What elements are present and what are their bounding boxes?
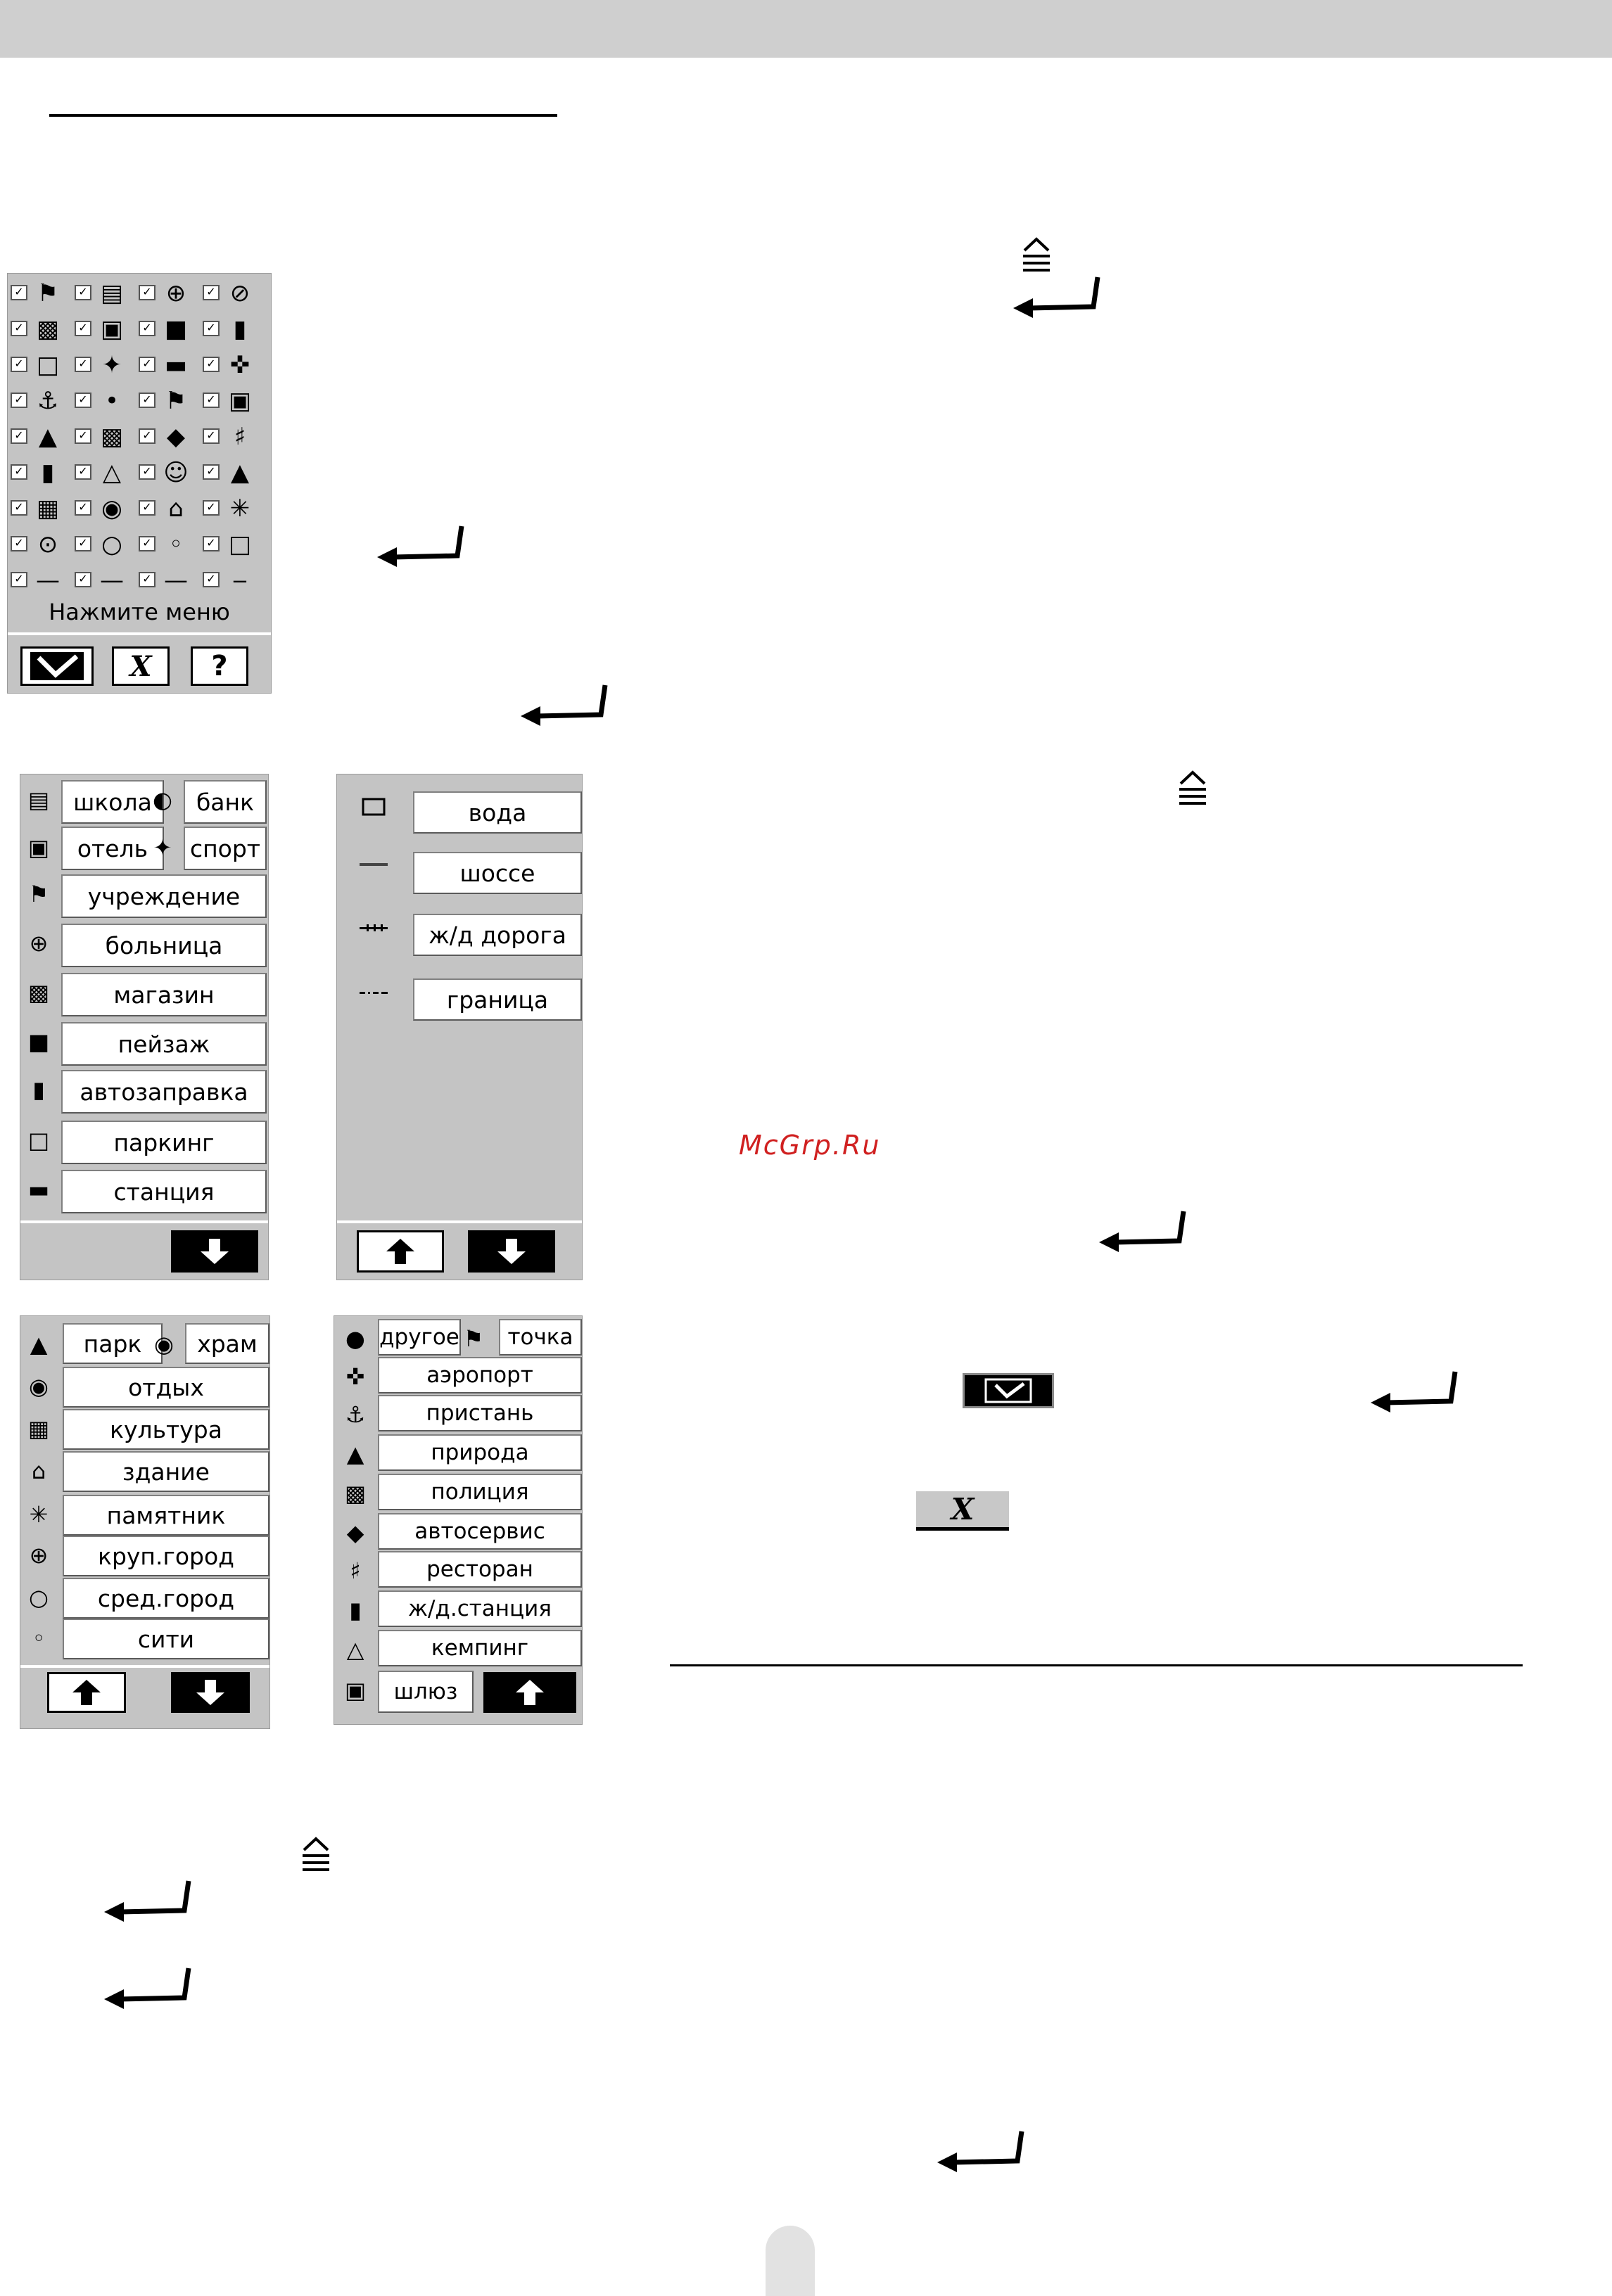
list-item-building[interactable]: здание <box>63 1451 269 1492</box>
shop-icon: ▩ <box>36 315 60 343</box>
runner-icon: ✦ <box>153 834 172 861</box>
filter-cell-lock[interactable] <box>203 384 265 418</box>
train-icon: ▮ <box>41 459 55 487</box>
scroll-up-button[interactable] <box>483 1672 576 1713</box>
checkbox[interactable]: ✓ <box>75 285 91 300</box>
list-item-hotel[interactable]: отель <box>61 827 164 870</box>
mid-city-icon: ○ <box>29 1584 49 1611</box>
arrow-up-icon <box>383 1237 418 1265</box>
filter-cell-square[interactable] <box>203 528 265 561</box>
dash-icon <box>360 978 388 1007</box>
list-item-pier[interactable]: пристань <box>378 1395 582 1431</box>
checkbox[interactable]: ✓ <box>203 357 220 372</box>
checkbox[interactable]: ✓ <box>75 536 91 551</box>
list-item-hospital[interactable]: больница <box>61 924 267 967</box>
filter-cell-plane[interactable] <box>203 348 265 382</box>
rail-icon <box>360 914 388 942</box>
globe-icon: ◉ <box>101 495 122 523</box>
list-item-parking[interactable]: паркинг <box>61 1121 267 1164</box>
checkbox[interactable]: ✓ <box>11 464 27 480</box>
city-icon: ◦ <box>168 530 184 559</box>
arrow-up-icon <box>69 1678 104 1707</box>
checkbox[interactable]: ✓ <box>75 428 91 444</box>
enter-key-icon <box>103 1878 194 1927</box>
menu-icon <box>298 1836 334 1878</box>
lock-icon: ▣ <box>228 387 252 415</box>
checkbox[interactable]: ✓ <box>11 572 27 587</box>
scroll-down-button[interactable] <box>171 1230 258 1273</box>
checkbox[interactable]: ✓ <box>139 428 156 444</box>
filter-cell-police[interactable] <box>75 420 137 454</box>
list-item-railway[interactable]: ж/д дорога <box>413 914 582 956</box>
checkbox[interactable]: ✓ <box>75 321 91 336</box>
parking-icon: □ <box>27 1127 50 1154</box>
checkbox[interactable]: ✓ <box>139 536 156 551</box>
anchor-icon: ⚓ <box>37 387 59 415</box>
line-icon: — <box>100 566 124 594</box>
restaurant-icon: ♯ <box>234 423 246 451</box>
culture-icon: ▦ <box>27 1415 50 1442</box>
checkbox[interactable]: ✓ <box>203 393 220 408</box>
list-item-train-station[interactable]: ж/д.станция <box>378 1590 582 1627</box>
book-icon: ▤ <box>27 786 50 813</box>
line-icon: — <box>36 566 60 594</box>
filter-cell-tree[interactable] <box>11 420 72 454</box>
list-item-monument[interactable]: памятник <box>63 1495 269 1536</box>
checkbox[interactable]: ✓ <box>203 285 220 300</box>
checkbox[interactable]: ✓ <box>203 536 220 551</box>
fuel-icon: ▮ <box>233 315 247 343</box>
category-list-panel-2 <box>336 774 583 1280</box>
filter-cell-car-service[interactable] <box>139 420 201 454</box>
car-service-icon: ◆ <box>166 423 186 451</box>
checkbox[interactable]: ✓ <box>139 464 156 480</box>
plane-icon: ✜ <box>229 351 250 379</box>
checkbox[interactable]: ✓ <box>11 428 27 444</box>
arrow-up-icon <box>512 1678 547 1707</box>
list-item-police[interactable]: полиция <box>378 1474 582 1510</box>
watermark: McGrp.Ru <box>739 1130 881 1161</box>
checkbox[interactable]: ✓ <box>75 464 91 480</box>
dot-icon: • <box>104 387 120 415</box>
filter-cell-flag[interactable] <box>11 276 72 310</box>
list-item-station[interactable]: станция <box>61 1170 267 1213</box>
filter-cell-train[interactable] <box>11 456 72 490</box>
arrow-down-icon <box>494 1237 529 1265</box>
page-header-bar <box>0 0 1612 58</box>
lock-icon: ▣ <box>344 1677 367 1704</box>
filter-cell-shop[interactable] <box>11 312 72 346</box>
filter-cell-camp[interactable] <box>75 456 137 490</box>
mid-city-icon: ○ <box>101 530 122 559</box>
anchor-icon: ⚓ <box>345 1401 366 1428</box>
list-item-shop[interactable]: магазин <box>61 973 267 1016</box>
checkbox[interactable]: ✓ <box>11 393 27 408</box>
scroll-up-button[interactable] <box>357 1230 444 1273</box>
filter-cell-bank[interactable] <box>139 492 201 525</box>
menu-icon <box>1019 236 1054 279</box>
filter-cell-restaurant[interactable] <box>203 420 265 454</box>
category-list-panel-1 <box>20 774 269 1280</box>
scroll-down-button[interactable] <box>171 1672 250 1713</box>
shop-icon: ▩ <box>27 979 50 1006</box>
checkbox[interactable]: ✓ <box>203 572 220 587</box>
checkbox[interactable]: ✓ <box>203 500 220 516</box>
filter-cell-camera[interactable] <box>139 312 201 346</box>
checkbox[interactable]: ✓ <box>11 500 27 516</box>
enter-key-icon <box>1369 1369 1461 1418</box>
dash-line-icon: ‒ <box>232 566 248 594</box>
list-item-other[interactable]: другое <box>378 1319 461 1356</box>
police-icon: ▩ <box>344 1480 367 1507</box>
section-title-underline <box>49 114 557 117</box>
filter-cell-hotel[interactable] <box>75 312 137 346</box>
filter-cell-hospital[interactable] <box>139 276 201 310</box>
camp-icon: △ <box>346 1636 364 1663</box>
section-divider <box>670 1664 1523 1666</box>
checkbox[interactable]: ✓ <box>11 357 27 372</box>
confirm-button[interactable] <box>20 646 94 686</box>
filter-cell-tower[interactable] <box>139 384 201 418</box>
enter-key-icon <box>936 2129 1027 2178</box>
square-icon <box>360 793 388 821</box>
big-city-icon: ⊙ <box>37 530 58 559</box>
filter-cell-face[interactable] <box>139 456 201 490</box>
nature-icon: ▲ <box>346 1441 364 1467</box>
list-item-landscape[interactable]: пейзаж <box>61 1022 267 1066</box>
arrow-down-icon <box>193 1678 228 1707</box>
checkbox[interactable]: ✓ <box>139 321 156 336</box>
list-item-city[interactable]: сити <box>63 1619 269 1659</box>
point-icon: ⚑ <box>463 1325 484 1352</box>
rest-icon: ◉ <box>29 1373 49 1400</box>
filter-cell-city[interactable] <box>139 528 201 561</box>
temple-icon: ▲ <box>230 459 250 487</box>
checkmark-icon <box>965 1375 1052 1406</box>
divider <box>337 1220 582 1223</box>
filter-cell-runner[interactable] <box>75 348 137 382</box>
list-item-big-city[interactable]: круп.город <box>63 1536 269 1576</box>
train-icon: ▮ <box>349 1597 362 1624</box>
filter-cell-line[interactable] <box>75 563 137 597</box>
checkbox[interactable]: ✓ <box>139 357 156 372</box>
hotel-icon: ▣ <box>100 315 124 343</box>
tree-icon: ▲ <box>30 1331 48 1358</box>
restaurant-icon: ♯ <box>350 1557 361 1584</box>
list-item-border[interactable]: граница <box>413 978 582 1021</box>
square-icon: □ <box>228 530 252 559</box>
list-item-point[interactable]: точка <box>499 1319 582 1356</box>
filter-cell-parking[interactable] <box>11 348 72 382</box>
filter-cell-no-sign[interactable] <box>203 276 265 310</box>
list-item-water[interactable]: вода <box>413 791 582 834</box>
car-service-icon: ◆ <box>346 1519 364 1546</box>
temple-icon: ◉ <box>154 1331 174 1358</box>
filter-cell-line[interactable] <box>11 563 72 597</box>
enter-key-icon <box>376 523 467 573</box>
car-icon: ▬ <box>164 351 188 379</box>
cancel-button-inline[interactable]: X <box>916 1491 1009 1531</box>
filter-cell-dot[interactable] <box>75 384 137 418</box>
list-item-lock[interactable]: шлюз <box>378 1671 474 1713</box>
list-item-school[interactable]: школа <box>61 780 164 824</box>
list-item-car-service[interactable]: автосервис <box>378 1513 582 1550</box>
checkbox[interactable]: ✓ <box>203 321 220 336</box>
no-sign-icon: ⊘ <box>229 279 250 307</box>
flag-icon: ⚑ <box>28 881 49 907</box>
face-icon: ☺ <box>163 459 189 487</box>
checkbox[interactable]: ✓ <box>203 464 220 480</box>
menu-icon <box>1175 770 1210 812</box>
checkbox[interactable]: ✓ <box>75 572 91 587</box>
building-icon: ▤ <box>100 279 124 307</box>
divider <box>8 632 271 635</box>
city-icon: ◦ <box>32 1625 46 1652</box>
filter-cell-temple[interactable] <box>203 456 265 490</box>
filter-cell-big-city[interactable] <box>11 528 72 561</box>
flag-icon: ⚑ <box>37 279 59 307</box>
filter-cell-car[interactable] <box>139 348 201 382</box>
checkbox[interactable]: ✓ <box>11 285 27 300</box>
icon-filter-panel <box>7 273 272 694</box>
hospital-icon: ⊕ <box>165 279 186 307</box>
hotel-icon: ▣ <box>27 834 50 861</box>
page-number-tab <box>766 2226 815 2296</box>
list-item-highway[interactable]: шоссе <box>413 852 582 894</box>
tower-icon: ⚑ <box>165 387 187 415</box>
hospital-icon: ⊕ <box>29 930 49 957</box>
filter-cell-anchor[interactable] <box>11 384 72 418</box>
filter-cell-dash-line[interactable] <box>203 563 265 597</box>
list-item-camping[interactable]: кемпинг <box>378 1630 582 1666</box>
enter-key-icon <box>103 1965 194 2015</box>
plane-icon: ✜ <box>345 1363 365 1390</box>
dot-icon: ● <box>345 1325 365 1352</box>
filter-cell-line[interactable] <box>139 563 201 597</box>
list-item-restaurant[interactable]: ресторан <box>378 1551 582 1588</box>
divider <box>20 1220 268 1223</box>
car-icon: ▬ <box>27 1176 50 1203</box>
filter-cell-star[interactable] <box>203 492 265 525</box>
list-item-nature[interactable]: природа <box>378 1434 582 1471</box>
filter-cell-building[interactable] <box>75 276 137 310</box>
runner-icon: ✦ <box>101 351 122 379</box>
checkbox[interactable]: ✓ <box>75 357 91 372</box>
line-icon: — <box>164 566 188 594</box>
checkbox[interactable]: ✓ <box>75 393 91 408</box>
globe-icon: ◐ <box>153 786 172 813</box>
filter-cell-globe[interactable] <box>75 492 137 525</box>
list-item-temple[interactable]: храм <box>185 1323 269 1364</box>
press-menu-label: Нажмите меню <box>49 599 230 625</box>
checkbox[interactable]: ✓ <box>139 393 156 408</box>
camp-icon: △ <box>102 459 122 487</box>
enter-key-icon <box>1012 274 1103 324</box>
cancel-button[interactable]: X <box>112 646 170 686</box>
list-item-park[interactable]: парк <box>63 1323 163 1364</box>
category-list-panel-3 <box>20 1315 270 1729</box>
confirm-button-inline[interactable] <box>963 1373 1054 1408</box>
checkbox[interactable]: ✓ <box>11 321 27 336</box>
checkbox[interactable]: ✓ <box>203 428 220 444</box>
list-item-gas-station[interactable]: автозаправка <box>61 1070 267 1114</box>
bank-icon: ⌂ <box>168 495 184 523</box>
filter-cell-culture[interactable] <box>11 492 72 525</box>
bank-icon: ⌂ <box>31 1458 46 1484</box>
checkmark-icon <box>29 651 85 682</box>
line-icon <box>360 850 388 879</box>
help-button[interactable]: ? <box>191 646 248 686</box>
arrow-down-icon <box>197 1237 232 1265</box>
camera-icon: ■ <box>27 1028 50 1055</box>
enter-key-icon <box>519 682 611 732</box>
checkbox[interactable]: ✓ <box>75 500 91 516</box>
filter-cell-mid-city[interactable] <box>75 528 137 561</box>
divider <box>20 1665 269 1668</box>
list-item-mid-city[interactable]: сред.город <box>63 1578 269 1619</box>
scroll-down-button[interactable] <box>468 1230 555 1273</box>
enter-key-icon <box>1098 1208 1189 1258</box>
parking-icon: □ <box>36 351 60 379</box>
list-item-rest[interactable]: отдых <box>63 1367 269 1408</box>
category-list-panel-4 <box>334 1315 583 1725</box>
monument-icon: ✳ <box>29 1501 49 1528</box>
list-item-sport[interactable]: спорт <box>184 827 267 870</box>
police-icon: ▩ <box>100 423 124 451</box>
filter-cell-fuel[interactable] <box>203 312 265 346</box>
culture-icon: ▦ <box>36 495 60 523</box>
star-icon: ✳ <box>229 495 250 523</box>
list-item-institution[interactable]: учреждение <box>61 874 267 918</box>
scroll-up-button[interactable] <box>47 1672 126 1713</box>
checkbox[interactable]: ✓ <box>139 285 156 300</box>
fuel-icon: ▮ <box>32 1076 45 1103</box>
camera-icon: ■ <box>164 315 188 343</box>
checkbox[interactable]: ✓ <box>139 500 156 516</box>
list-item-airport[interactable]: аэропорт <box>378 1357 582 1393</box>
list-item-culture[interactable]: культура <box>63 1409 269 1450</box>
checkbox[interactable]: ✓ <box>11 536 27 551</box>
tree-icon: ▲ <box>38 423 58 451</box>
list-item-bank[interactable]: банк <box>184 780 267 824</box>
icon-filter-grid <box>11 276 268 614</box>
big-city-icon: ⊕ <box>29 1542 49 1569</box>
checkbox[interactable]: ✓ <box>139 572 156 587</box>
